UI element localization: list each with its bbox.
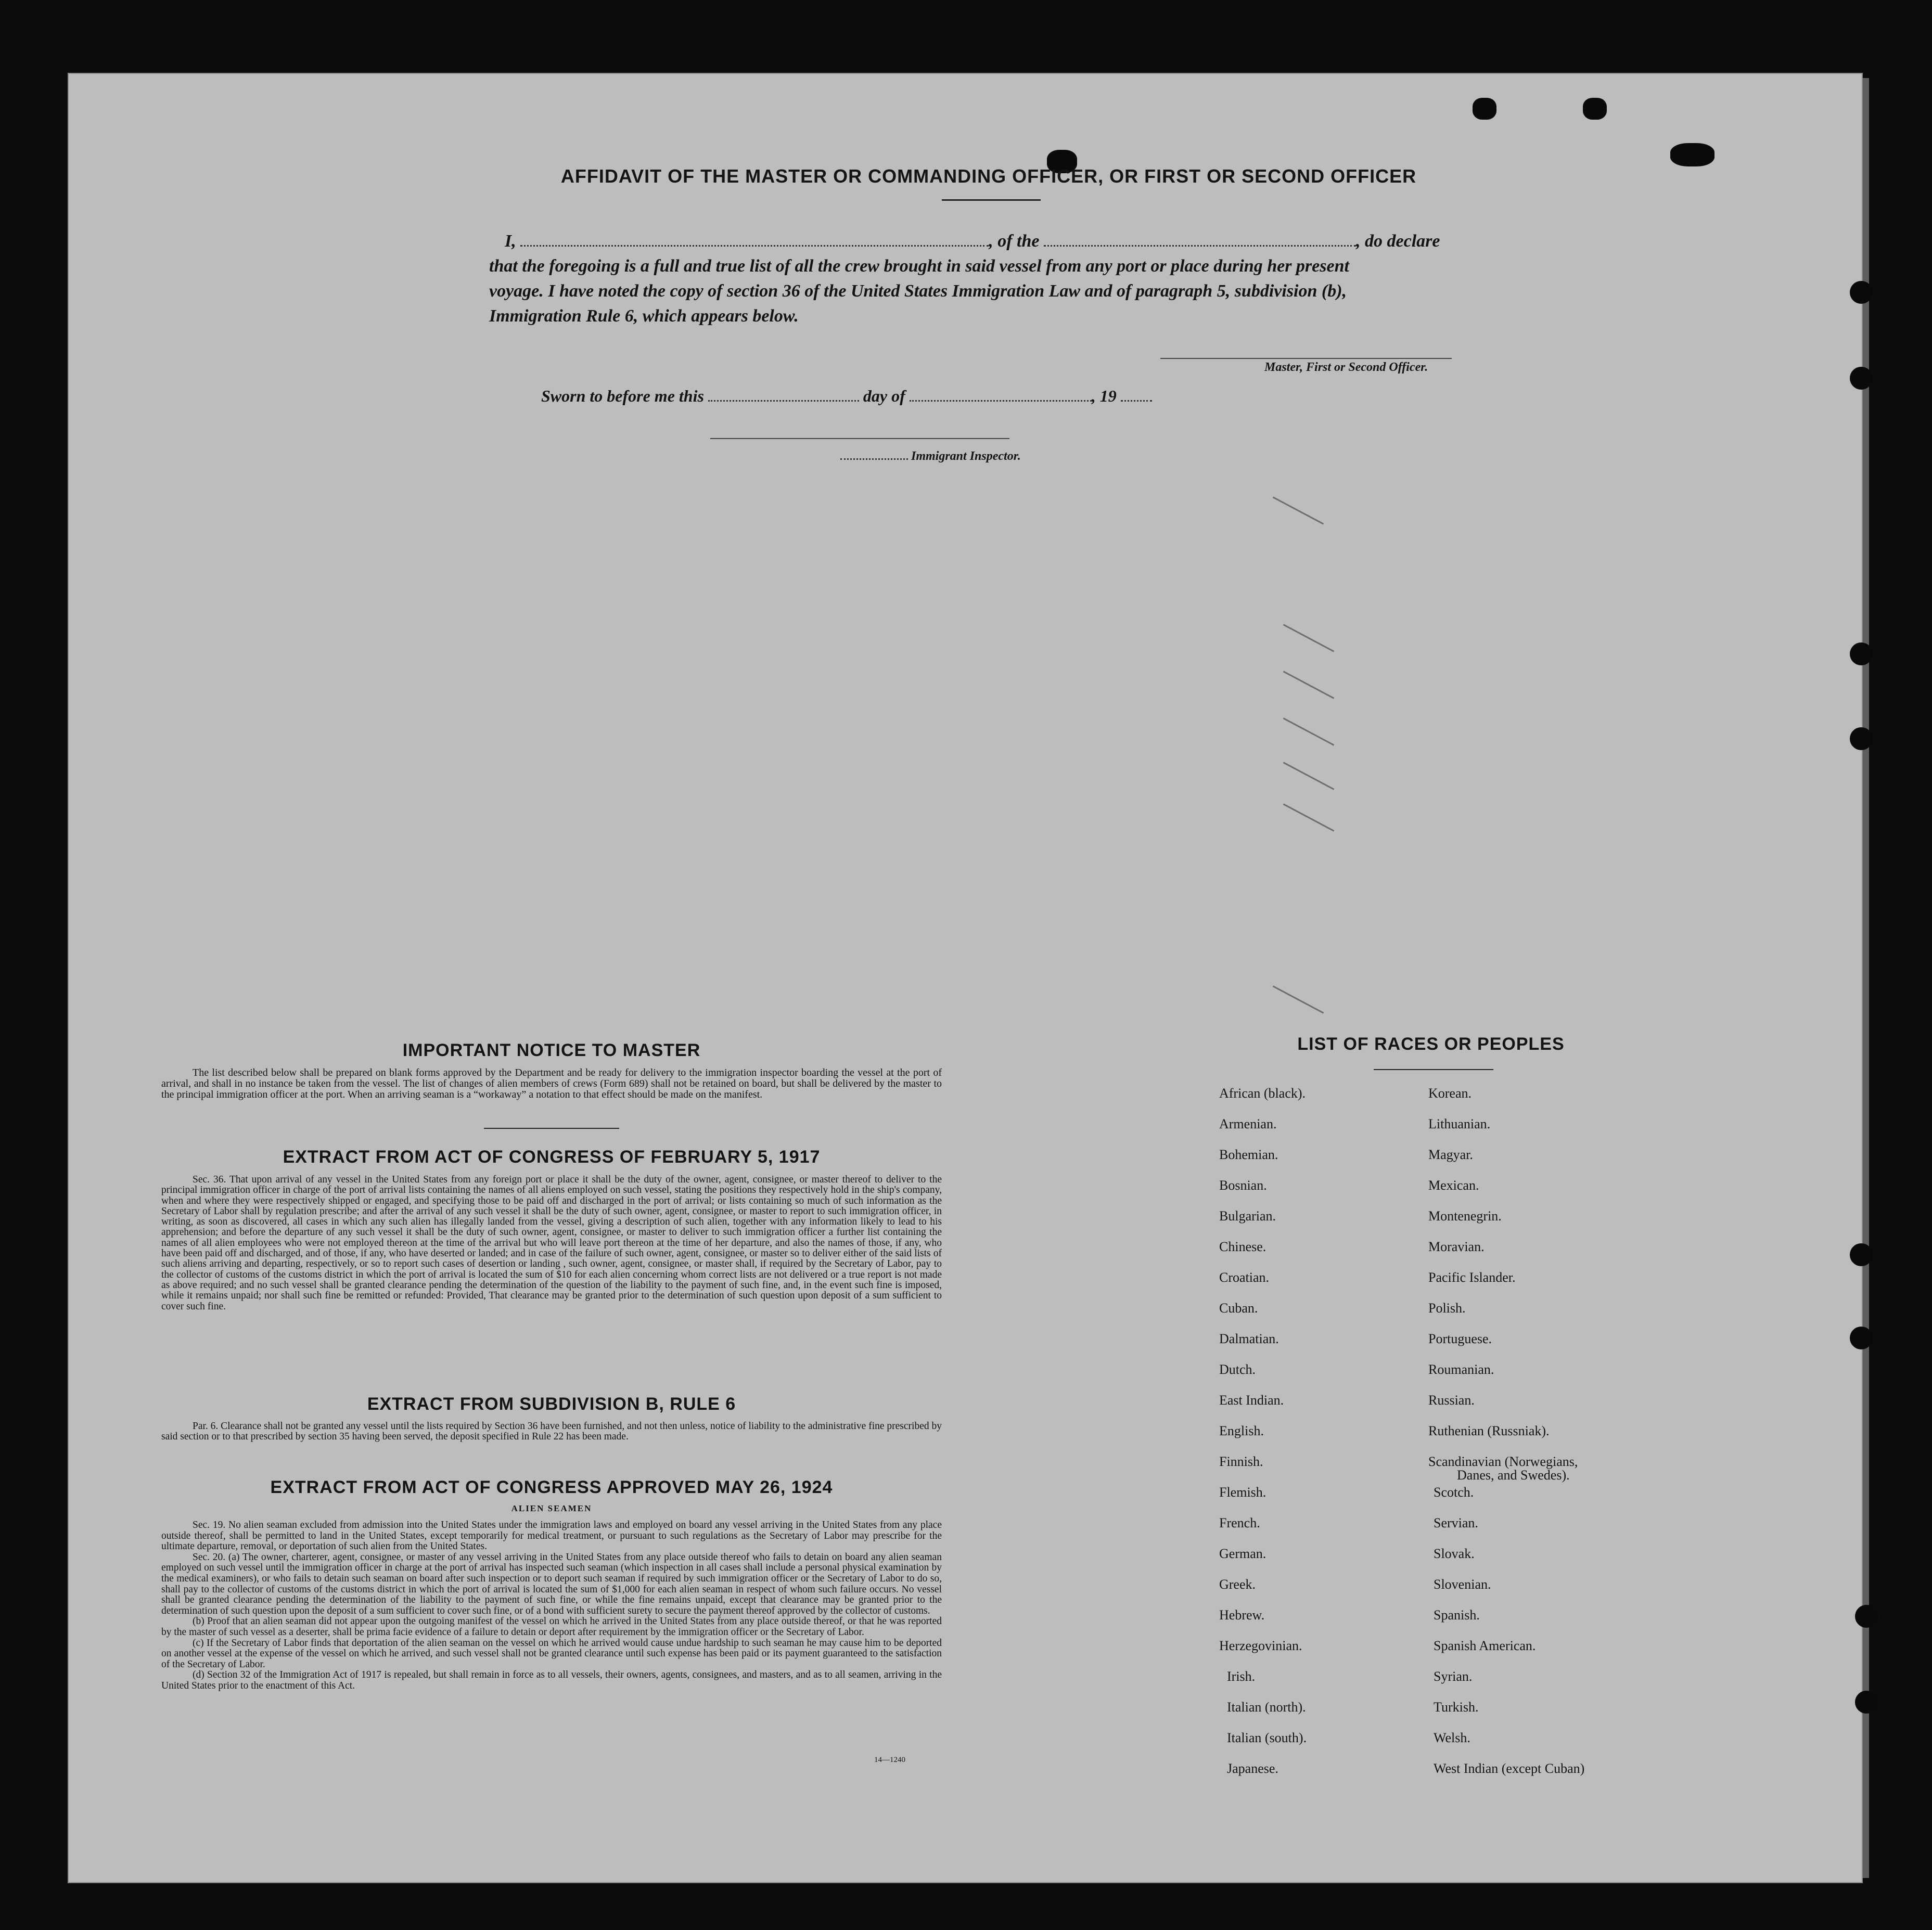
notice-title: IMPORTANT NOTICE TO MASTER (402, 1040, 701, 1060)
race-item: Russian. (1428, 1393, 1475, 1408)
race-item: Armenian. (1219, 1116, 1277, 1131)
race-item: Servian. (1434, 1515, 1478, 1530)
race-item: West Indian (except Cuban) (1434, 1761, 1585, 1776)
race-item: German. (1219, 1546, 1266, 1561)
extract-1924-title: EXTRACT FROM ACT OF CONGRESS APPROVED MAY 26, 1924 (270, 1477, 833, 1497)
race-item: Spanish. (1434, 1607, 1480, 1623)
race-item: Korean. (1428, 1086, 1472, 1101)
extract-1924-paragraph: (c) If the Secretary of Labor finds that deportation of the alien seaman on the vessel on which he arrived would cause undue hardship to such seaman he may cause him to be deported on another vessel at the expense of the vessel on which he arrived, and such vessel shall not be granted clearance until such expense has been paid or its payment guaranteed to the satisfaction of the Secretary of Labor. (161, 1637, 942, 1670)
race-item: Danes, and Swedes). (1457, 1468, 1570, 1483)
affidavit-declare: , do declare (1356, 231, 1440, 251)
race-item: Hebrew. (1219, 1607, 1265, 1623)
notice-body: The list described below shall be prepared on blank forms approved by the Department and be ready for delivery to the immigration inspector boarding the vessel at the port of arrival, and shall in no instance be taken from the vessel. The list of changes of alien members of crews (Form 689) shall not be retained on board, but shall be delivered by the master to the principal immigration officer at the port. When an arriving seaman is a “workaway” a notation to that effect should be made on the manifest. (161, 1067, 942, 1100)
race-item: Croatian. (1219, 1270, 1270, 1285)
affidavit-line-2: that the foregoing is a full and true list of all the crew brought in said vessel from any port or place during her present (489, 256, 1349, 276)
punch-hole (1850, 642, 1873, 665)
ink-blot (1670, 143, 1715, 166)
blank-day-field[interactable] (708, 396, 859, 402)
sworn-line (541, 387, 1152, 406)
race-item: Syrian. (1434, 1669, 1473, 1684)
sworn-year: , 19 (1091, 387, 1117, 405)
punch-hole (1850, 727, 1873, 750)
race-item: Montenegrin. (1428, 1208, 1502, 1224)
race-item: Ruthenian (Russniak). (1428, 1423, 1550, 1438)
race-item: English. (1219, 1423, 1264, 1438)
affidavit-of-the: , of the (989, 231, 1040, 251)
race-item: Italian (north). (1227, 1700, 1306, 1715)
affidavit-line-1 (505, 231, 1440, 251)
punch-hole (1850, 367, 1873, 390)
race-item: Cuban. (1219, 1301, 1258, 1316)
race-item: Lithuanian. (1428, 1116, 1491, 1131)
race-item: Polish. (1428, 1301, 1466, 1316)
race-item: Bohemian. (1219, 1147, 1278, 1162)
race-item: Welsh. (1434, 1730, 1470, 1745)
race-item: Bulgarian. (1219, 1208, 1276, 1224)
affidavit-line-4: Immigration Rule 6, which appears below. (489, 306, 799, 326)
inspector-caption-text: Immigrant Inspector. (911, 449, 1021, 463)
race-item: Italian (south). (1227, 1730, 1307, 1745)
extract-1924-paragraph: Sec. 19. No alien seaman excluded from admission into the United States under the immigration laws and employed on board any vessel arriving in the United States from any place outside thereof, shall be permitted to land in the United States, except temporarily for medical treatment, or pursuant to such regulations as the Secretary of Labor may prescribe for the ultimate departure, removal, or deportation of such alien from the United States. (161, 1520, 942, 1552)
race-item: Pacific Islander. (1428, 1270, 1516, 1285)
extract-1917-body: Sec. 36. That upon arrival of any vessel in the United States from any foreign port or place it shall be the duty of the owner, agent, consignee, or master thereof to deliver to the principal immigration officer in charge of the port of arrival lists containing the names of all aliens employed on such vessel, stating the positions they respectively hold in the ship's company, when and where they were respectively shipped or engaged, and specifying those to be paid off and discharged in the port of arrival; or lists containing so much of such information as the Secretary of Labor shall by regulation prescribe; and after the arrival of any such vessel it shall be the duty of such owner, agent, consignee, or master to report to such immigration officer, in writing, as soon as discovered, all cases in which any such alien has illegally landed from the vessel, giving a description of such alien, together with any information likely to lead to his apprehension; and before the departure of any such vessel it shall be the duty of such owner, agent, consignee, or master to deliver to such immigration officer a further list containing the names of all alien employees who were not employed thereon at the time of the arrival but who will leave port thereon at the time of her departure, and also the names of those, if any, who have been paid off and discharged, and of those, if any, who have deserted or landed; and in case of the failure of such owner, agent, consignee, or master so to deliver either of the said lists of such aliens arriving and departing, respectively, or so to report such cases of desertion or landing , such owner, agent, consignee, or master shall, if required by the Secretary of Labor, pay to the collector of customs of the customs district in which the port of arrival is located the sum of $10 for each alien concerning whom correct lists are not delivered or a true report is not made as above required; and no such vessel shall be granted clearance pending the determination of the question of the liability to the payment of such fine, and, in the event such fine is imposed, while it remains unpaid; nor shall such fine be remitted or refunded: Provided, That clearance may be granted prior to the determination of such question upon deposit of a sum sufficient to cover such fine. (161, 1174, 942, 1312)
extract-1924-body (161, 1520, 942, 1692)
race-item: Roumanian. (1428, 1362, 1494, 1377)
affidavit-title: AFFIDAVIT OF THE MASTER OR COMMANDING OFFICER, OR FIRST OR SECOND OFFICER (560, 165, 1417, 187)
sworn-prefix: Sworn to before me this (541, 387, 704, 405)
title-underline (942, 199, 1041, 201)
punch-hole (1855, 1691, 1878, 1714)
race-item: Scotch. (1434, 1485, 1474, 1500)
ink-blot (1583, 98, 1607, 120)
race-item: Japanese. (1227, 1761, 1278, 1776)
race-item: Flemish. (1219, 1485, 1266, 1500)
races-title: LIST OF RACES OR PEOPLES (1297, 1034, 1565, 1054)
race-item: Mexican. (1428, 1178, 1479, 1193)
race-item: French. (1219, 1515, 1260, 1530)
blank-vessel-field[interactable] (1044, 241, 1356, 247)
races-underline (1374, 1069, 1493, 1070)
blank-name-field[interactable] (520, 241, 989, 247)
alien-seamen-subtitle: ALIEN SEAMEN (511, 1503, 592, 1513)
extract-rule6-body: Par. 6. Clearance shall not be granted any vessel until the lists required by Section 36 have been furnished, and not then unless, notice of liability to the administrative fine prescribed by said section or to that prescribed by section 35 having been served, the deposit specified in Rule 22 has been made. (161, 1421, 942, 1443)
race-item: Slovenian. (1434, 1577, 1491, 1592)
race-item: Dutch. (1219, 1362, 1256, 1377)
race-item: Chinese. (1219, 1239, 1266, 1254)
extract-1917-title: EXTRACT FROM ACT OF CONGRESS OF FEBRUARY 5, 1917 (283, 1147, 821, 1167)
race-item: Bosnian. (1219, 1178, 1267, 1193)
ink-blot (1473, 98, 1496, 120)
blank-month-field[interactable] (910, 396, 1092, 402)
affidavit-line-3: voyage. I have noted the copy of section 36 of the United States Immigration Law and of paragraph 5, subdivision (b), (489, 281, 1347, 301)
master-caption: Master, First or Second Officer. (1264, 361, 1428, 374)
extract-1924-paragraph: (b) Proof that an alien seaman did not appear upon the outgoing manifest of the vessel on which he arrived in the United States from any place outside thereof, or that he was reported by the master of such vessel as a deserter, shall be prima facie evidence of a failure to detain or deport after requirement by the immigration officer or the Secretary of Labor. (161, 1616, 942, 1638)
signature-line[interactable] (1160, 358, 1452, 359)
race-item: Portuguese. (1428, 1331, 1492, 1346)
inspector-caption (840, 449, 1021, 464)
race-item: Magyar. (1428, 1147, 1473, 1162)
blank-year-field[interactable] (1121, 396, 1152, 402)
section-divider (484, 1128, 619, 1129)
race-item: Finnish. (1219, 1454, 1263, 1469)
race-item: East Indian. (1219, 1393, 1284, 1408)
race-item: Herzegovinian. (1219, 1638, 1302, 1653)
sworn-day-of: day of (863, 387, 905, 405)
punch-hole (1855, 1605, 1878, 1628)
race-item: Dalmatian. (1219, 1331, 1279, 1346)
form-number: 14—1240 (874, 1756, 905, 1764)
race-item: Slovak. (1434, 1546, 1475, 1561)
inspector-signature-line[interactable] (710, 438, 1009, 439)
race-item: Irish. (1227, 1669, 1256, 1684)
race-item: African (black). (1219, 1086, 1306, 1101)
punch-hole (1850, 1243, 1873, 1266)
race-item: Spanish American. (1434, 1638, 1536, 1653)
punch-hole (1850, 1327, 1873, 1349)
race-item: Turkish. (1434, 1700, 1479, 1715)
extract-1924-paragraph: (d) Section 32 of the Immigration Act of 1917 is repealed, but shall remain in force as to all vessels, their owners, agents, consignees, and masters, and as to all seamen, arriving in the United States prior to the enactment of this Act. (161, 1669, 942, 1691)
punch-hole (1850, 281, 1873, 304)
extract-rule6-title: EXTRACT FROM SUBDIVISION B, RULE 6 (367, 1394, 736, 1414)
extract-1924-paragraph: Sec. 20. (a) The owner, charterer, agent, consignee, or master of any vessel arriving in the United States from any place outside thereof who fails to detain on board any alien seaman employed on such vessel until the immigration officer in charge at the port of arrival has inspected such seaman (which inspection in all cases shall include a personal physical examination by the medical examiners), or who fails to detain such seaman on board after such inspection or to deport such seaman if required by such immigration officer or the Secretary of Labor to do so, shall pay to the collector of customs of the customs district in which the port of arrival is located the sum of $1,000 for each alien seaman in respect of whom such failure occurs. No vessel shall be granted clearance pending the determination of the liability to the payment of such fine, or while the fine remains unpaid, except that clearance may be granted prior to the determination of such question upon the deposit of a sum sufficient to cover such fine, or of a bond with sufficient surety to secure the payment thereof approved by the collector of customs. (161, 1551, 942, 1616)
affidavit-i: I, (505, 231, 516, 251)
race-item: Greek. (1219, 1577, 1256, 1592)
race-item: Scandinavian (Norwegians, (1428, 1454, 1578, 1469)
race-item: Moravian. (1428, 1239, 1485, 1254)
